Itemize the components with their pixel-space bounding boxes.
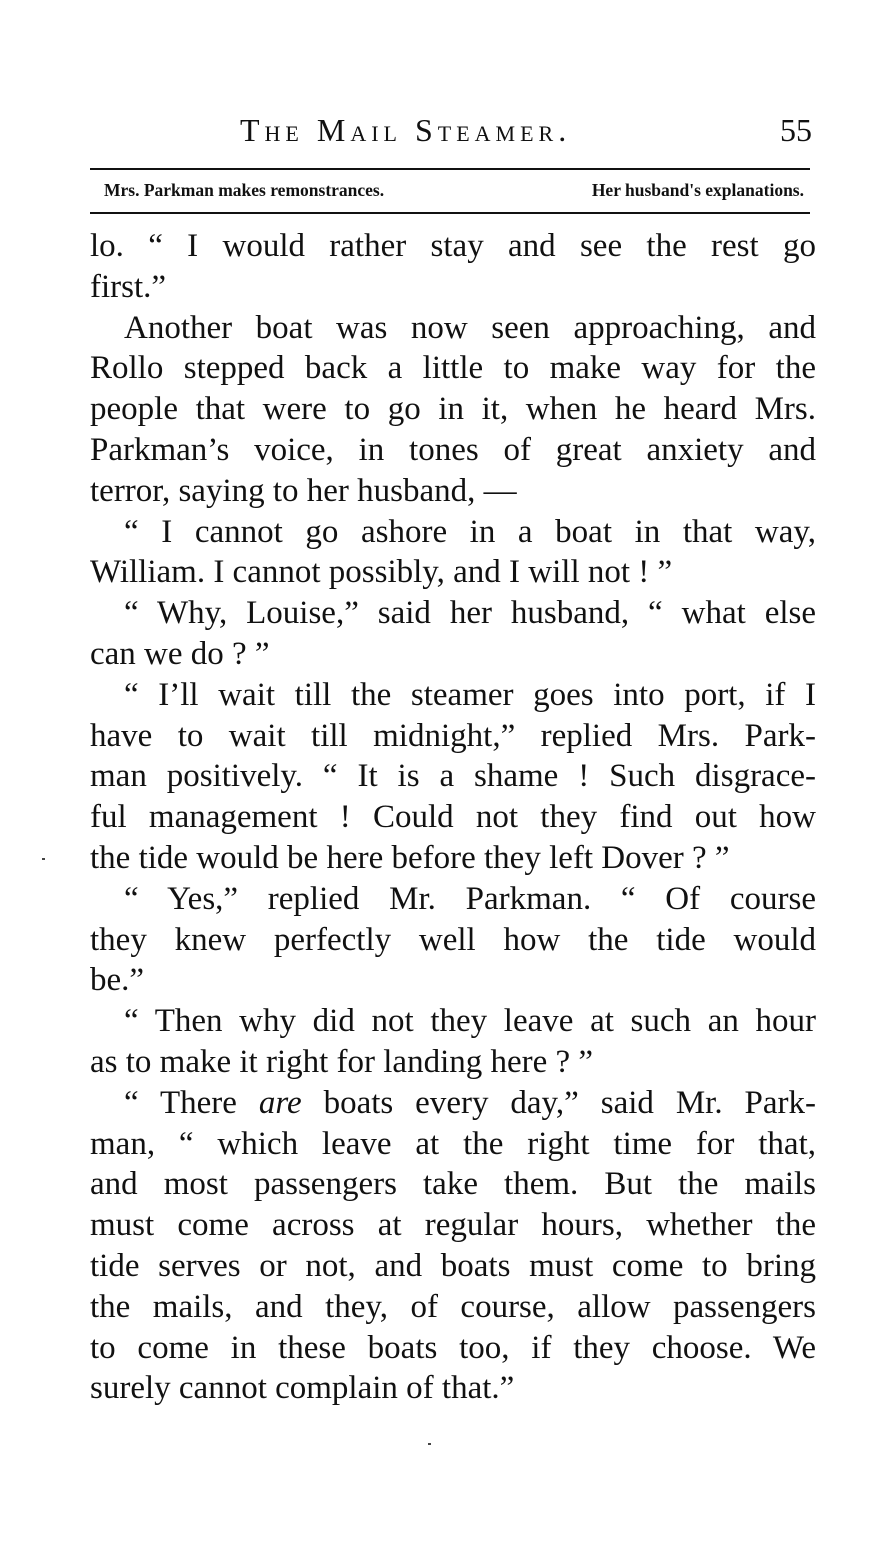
text-line: “ I cannot go ashore in a boat in that way, xyxy=(124,513,816,550)
text-line: “ Why, Louise,” said her husband, “ what else xyxy=(124,595,816,632)
text-line: be.” xyxy=(90,962,145,999)
text-line: Rollo stepped back a little to make way for the xyxy=(90,350,816,387)
page-number: 55 xyxy=(780,112,812,148)
text-line: Another boat was now seen approaching, and xyxy=(124,309,816,346)
header-rule-top xyxy=(90,168,810,170)
text-line: tide serves or not, and boats must come to bring xyxy=(90,1247,816,1284)
side-note-left: Mrs. Parkman makes remonstrances. xyxy=(104,180,385,200)
text-line: first.” xyxy=(90,268,167,305)
text-line: man, “ which leave at the right time for that, xyxy=(90,1125,816,1162)
side-notes xyxy=(104,180,804,206)
text-line: people that were to go in it, when he heard Mrs. xyxy=(90,391,816,428)
text-line: ful management ! Could not they find out how xyxy=(90,799,816,836)
text-line: the mails, and they, of course, allow passengers xyxy=(90,1288,816,1325)
running-title: The Mail Steamer. xyxy=(240,112,572,148)
text-line: William. I cannot possibly, and I will not ! ” xyxy=(90,554,673,591)
body-text xyxy=(90,226,816,1409)
text-line: have to wait till midnight,” replied Mrs. Park- xyxy=(90,717,816,754)
text-line: man positively. “ It is a shame ! Such disgrace- xyxy=(90,758,816,795)
text-line: they knew perfectly well how the tide would xyxy=(90,921,816,958)
text-line: must come across at regular hours, whether the xyxy=(90,1207,816,1244)
header-rule-bottom xyxy=(90,212,810,214)
running-head xyxy=(90,112,816,152)
text-line: as to make it right for landing here ? ” xyxy=(90,1043,594,1080)
text-line: “ Yes,” replied Mr. Parkman. “ Of course xyxy=(124,880,816,917)
text-line: the tide would be here before they left Dover ? ” xyxy=(90,839,730,876)
text-line: terror, saying to her husband, — xyxy=(90,472,517,509)
text-line: “ Then why did not they leave at such an hour xyxy=(124,1003,816,1040)
text-line: “ I’ll wait till the steamer goes into port, if I xyxy=(124,676,816,713)
print-speck xyxy=(428,1443,431,1445)
text-line: and most passengers take them. But the mails xyxy=(90,1166,816,1203)
text-line: “ There are boats every day,” said Mr. Park- xyxy=(124,1084,816,1121)
text-line: Parkman’s voice, in tones of great anxiety and xyxy=(90,431,816,468)
print-speck xyxy=(42,858,45,860)
text-line: lo. “ I would rather stay and see the rest go xyxy=(90,228,816,264)
text-line: can we do ? ” xyxy=(90,635,270,672)
text-line: to come in these boats too, if they choose. We xyxy=(90,1329,816,1366)
text-line: surely cannot complain of that.” xyxy=(90,1370,515,1407)
side-note-right: Her husband's explanations. xyxy=(591,180,804,200)
